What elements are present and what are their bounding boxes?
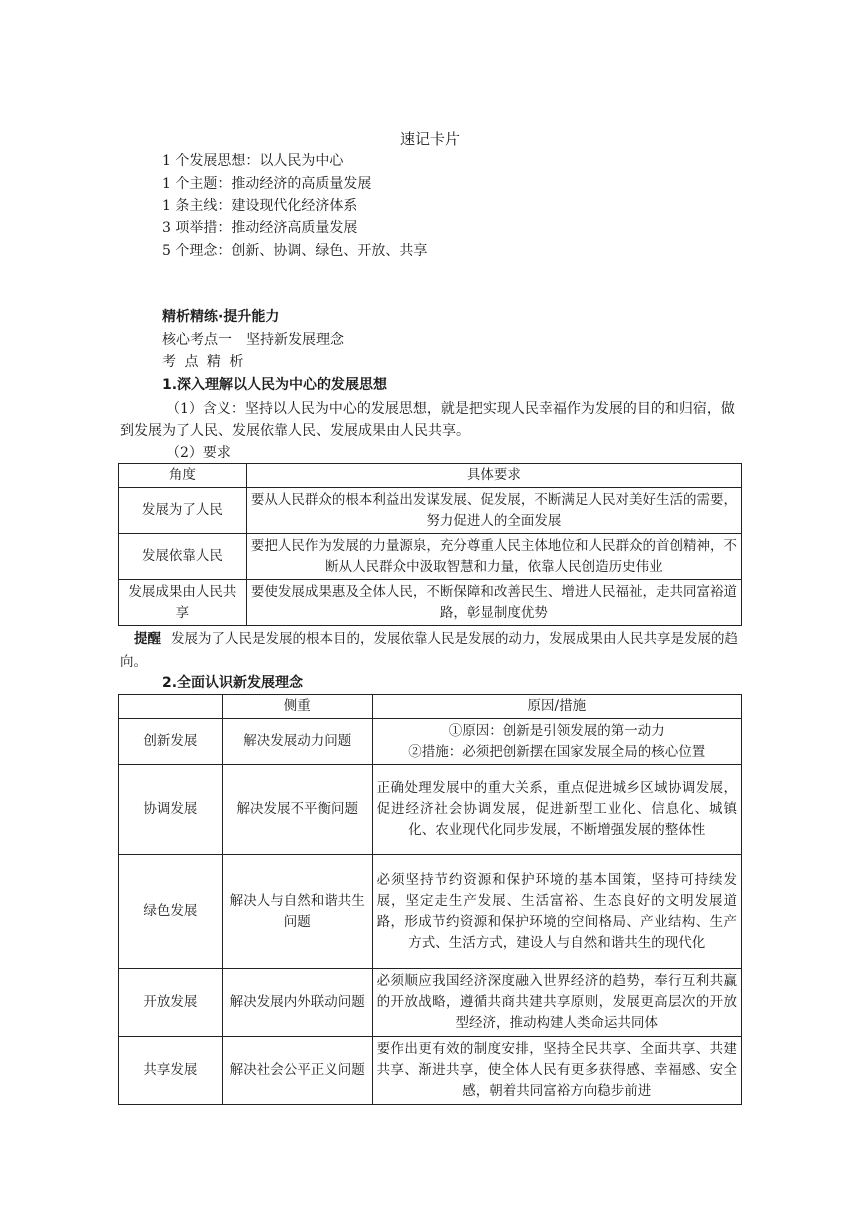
table-cell: 绿色发展 [119, 855, 223, 969]
tip-text: 发展为了人民是发展的根本目的，发展依靠人民是发展的动力，发展成果由人民共享是发展的趋向。 [120, 631, 738, 670]
table-cell: 协调发展 [119, 765, 223, 855]
table-cell: 要从人民群众的根本利益出发谋发展、促发展，不断满足人民对美好生活的需要，努力促进人的全面发展 [246, 488, 741, 534]
table-header: 具体要求 [246, 464, 741, 488]
table-cell: 解决发展不平衡问题 [222, 765, 372, 855]
new-development-concept-table [118, 694, 742, 1105]
people-centered-table [118, 463, 742, 626]
table-header: 角度 [119, 464, 247, 488]
analysis-heading: 考 点 精 析 [162, 354, 246, 370]
tip-note [120, 628, 740, 674]
table-header-row [119, 464, 742, 488]
table-cell: 创新发展 [119, 719, 223, 765]
table-cell: 发展成果由人民共享 [119, 580, 247, 626]
table-row [119, 719, 742, 765]
measure-line: ②措施：必须把创新摆在国家发展全局的核心位置 [408, 743, 706, 760]
card-item: 3 项举措：推动经济高质量发展 [162, 220, 358, 236]
table-cell: 要把人民作为发展的力量源泉，充分尊重人民主体地位和人民群众的首创精神，不断从人民群众中汲取智慧和力量，依靠人民创造历史伟业 [246, 534, 741, 580]
table-cell: 发展依靠人民 [119, 534, 247, 580]
table-header-row [119, 695, 742, 719]
table-cell: 发展为了人民 [119, 488, 247, 534]
table-row [119, 855, 742, 969]
table-cell: 必须坚持节约资源和保护环境的基本国策，坚持可持续发展，坚定走生产发展、生活富裕、生态良好的文明发展道路，形成节约资源和保护环境的空间格局、产业结构、生产方式、生活方式，建设人与自然和谐共生的现代化 [372, 855, 741, 969]
table-header [119, 695, 223, 719]
table-row [119, 580, 742, 626]
table-row [119, 488, 742, 534]
card-title: 速记卡片 [399, 130, 460, 148]
card-item: 1 个主题：推动经济的高质量发展 [162, 176, 372, 192]
table-row [119, 765, 742, 855]
table-cell: 开放发展 [119, 969, 223, 1037]
table-cell: 要使发展成果惠及全体人民，不断保障和改善民生、增进人民福祉，走共同富裕道路，彰显制度优势 [246, 580, 741, 626]
point1-requirement-label: （2）要求 [166, 445, 231, 461]
point2-title: 2.全面认识新发展理念 [162, 675, 304, 691]
table-header: 原因/措施 [372, 695, 741, 719]
table-row [119, 534, 742, 580]
card-item: 1 个发展思想：以人民为中心 [162, 153, 344, 169]
table-row [119, 969, 742, 1037]
table-cell [372, 719, 741, 765]
table-cell: 要作出更有效的制度安排，坚持全民共享、全面共享、共建共享、渐进共享，使全体人民有更多获得感、幸福感、安全感，朝着共同富裕方向稳步前进 [372, 1037, 741, 1105]
point1-meaning: （1）含义：坚持以人民为中心的发展思想，就是把实现人民幸福作为发展的目的和归宿，做到发展为了人民、发展依靠人民、发展成果由人民共享。 [120, 401, 735, 439]
section-heading: 精析精练·提升能力 [162, 309, 280, 325]
table-row [119, 1037, 742, 1105]
table-cell: 必须顺应我国经济深度融入世界经济的趋势，奉行互利共赢的开放战略，遵循共商共建共享原则，发展更高层次的开放型经济，推动构建人类命运共同体 [372, 969, 741, 1037]
table-cell: 解决发展动力问题 [222, 719, 372, 765]
core-point-heading: 核心考点一 坚持新发展理念 [162, 332, 344, 348]
card-item: 1 条主线：建设现代化经济体系 [162, 198, 358, 214]
reason-line: ①原因：创新是引领发展的第一动力 [448, 722, 665, 739]
table-cell: 解决社会公平正义问题 [222, 1037, 372, 1105]
point1-title: 1.深入理解以人民为中心的发展思想 [162, 377, 388, 393]
table-cell: 正确处理发展中的重大关系，重点促进城乡区域协调发展，促进经济社会协调发展，促进新型工业化、信息化、城镇化、农业现代化同步发展，不断增强发展的整体性 [372, 765, 741, 855]
table-cell: 解决发展内外联动问题 [222, 969, 372, 1037]
table-cell: 解决人与自然和谐共生问题 [222, 855, 372, 969]
card-item: 5 个理念：创新、协调、绿色、开放、共享 [162, 243, 428, 259]
tip-label: 提醒 [134, 631, 161, 647]
table-cell: 共享发展 [119, 1037, 223, 1105]
table-header: 侧重 [222, 695, 372, 719]
